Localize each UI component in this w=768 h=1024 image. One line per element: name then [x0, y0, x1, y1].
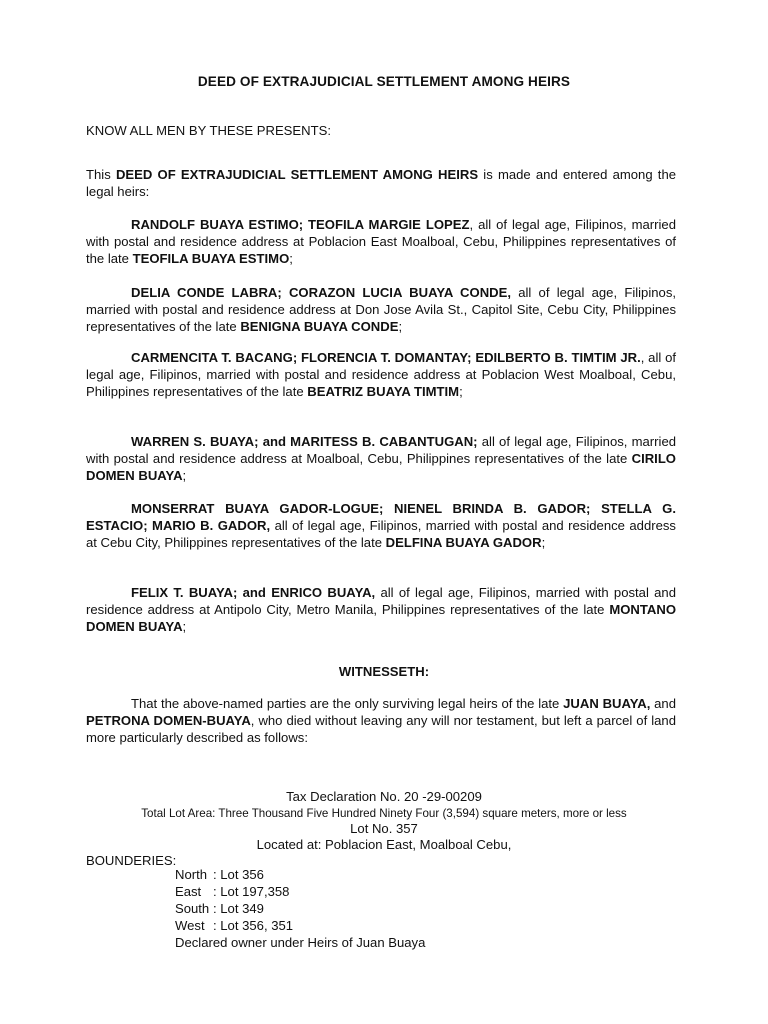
boundary-direction: North	[175, 867, 208, 882]
lot-area-text: Total Lot Area: Three Thousand Five Hundred Ninety Four (3,594) square meters, more or less	[141, 807, 627, 820]
heir-paragraph	[86, 585, 676, 635]
decedent-petrona: PETRONA DOMEN-BUAYA	[86, 712, 251, 728]
boundaries-label: BOUNDERIES:	[86, 853, 177, 868]
boundaries-list	[175, 866, 425, 951]
document-title: DEED OF EXTRAJUDICIAL SETTLEMENT AMONG HEIRS	[197, 74, 571, 89]
boundary-direction: East	[175, 884, 213, 899]
heir-names: RANDOLF BUAYA ESTIMO; TEOFILA MARGIE LOPEZ	[131, 217, 470, 232]
heir-end: ;	[398, 318, 403, 334]
heir-names: FELIX T. BUAYA; and ENRICO BUAYA,	[131, 585, 376, 600]
boundary-direction: South	[175, 901, 210, 916]
boundary-value: : Lot 356, 351	[213, 918, 294, 933]
intro-deed-name: DEED OF EXTRAJUDICIAL SETTLEMENT AMONG HEIRS	[115, 167, 479, 182]
intro-text-1: This	[86, 167, 116, 182]
heir-end: ;	[182, 618, 187, 634]
heir-text: all of legal age, Filipinos, married with postal and residence address at Moalboal, Cebu, Philippines representatives of the late	[86, 434, 677, 466]
heir-end: ;	[289, 250, 293, 266]
heir-paragraph	[86, 350, 676, 400]
decedent-juan: JUAN BUAYA,	[563, 696, 651, 711]
intro-text-2: is made and entered among the legal heirs:	[86, 167, 677, 199]
heir-late-name: BENIGNA BUAYA CONDE	[240, 318, 399, 334]
heir-names: DELIA CONDE LABRA; CORAZON LUCIA BUAYA CONDE,	[131, 285, 511, 300]
heir-late-name: MONTANO DOMEN BUAYA	[86, 601, 676, 634]
boundary-south	[175, 900, 425, 917]
know-all-men-line: KNOW ALL MEN BY THESE PRESENTS:	[86, 123, 331, 138]
heir-names: WARREN S. BUAYA; and MARITESS B. CABANTUGAN;	[131, 434, 478, 449]
heir-paragraph	[86, 217, 676, 267]
heir-text: all of legal age, Filipinos, married with postal and residence address at Don Jose Avila St., Capitol Site, Cebu City, Philippines representatives of the late	[86, 285, 676, 334]
witness-text-1: That the above-named parties are the only surviving legal heirs of the late	[131, 696, 564, 711]
heir-late-name: DELFINA BUAYA GADOR	[385, 534, 542, 550]
boundary-direction: West	[175, 918, 209, 933]
heir-late-name: CIRILO DOMEN BUAYA	[86, 450, 676, 483]
boundary-west	[175, 917, 425, 934]
witness-text-3: , who died without leaving any will nor testament, but left a parcel of land more particularly described as follows:	[86, 712, 676, 745]
boundary-value: : Lot 349	[213, 901, 264, 916]
lot-location: Located at: Poblacion East, Moalboal Cebu,	[256, 837, 512, 852]
boundary-east	[175, 883, 425, 900]
witness-paragraph	[86, 696, 676, 746]
heir-text: all of legal age, Filipinos, married with postal and residence address at Cebu City, Philippines representatives of the late	[86, 517, 676, 550]
heir-names: CARMENCITA T. BACANG; FLORENCIA T. DOMANTAY; EDILBERTO B. TIMTIM JR.	[131, 350, 641, 365]
boundary-north	[175, 866, 425, 883]
heir-text: , all of legal age, Filipinos, married with postal and residence address at Poblacion West Moalboal, Cebu, Philippines representatives of the late	[86, 350, 676, 399]
heir-end: ;	[459, 383, 463, 399]
intro-paragraph	[86, 167, 676, 201]
heir-late-name: TEOFILA BUAYA ESTIMO	[132, 250, 290, 266]
witness-text-2: and	[650, 696, 676, 711]
heir-paragraph	[86, 501, 676, 551]
tax-declaration: Tax Declaration No. 20 -29-00209	[286, 789, 482, 804]
lot-number: Lot No. 357	[350, 821, 418, 836]
boundary-value: : Lot 356	[213, 867, 264, 882]
declared-owner: Declared owner under Heirs of Juan Buaya	[175, 935, 426, 950]
boundary-value: : Lot 197,358	[213, 884, 290, 899]
heir-late-name: BEATRIZ BUAYA TIMTIM	[307, 383, 460, 399]
heir-end: ;	[541, 534, 546, 550]
heir-paragraph	[86, 434, 676, 484]
heir-names: MONSERRAT BUAYA GADOR-LOGUE; NIENEL BRINDA B. GADOR; STELLA G. ESTACIO; MARIO B. GADOR,	[86, 501, 676, 533]
heir-text: all of legal age, Filipinos, married with postal and residence address at Antipolo City, Metro Manila, Philippines representatives of the late	[86, 585, 676, 617]
heir-paragraph	[86, 285, 676, 335]
heir-text: , all of legal age, Filipinos, married with postal and residence address at Poblacion East Moalboal, Cebu, Philippines representatives of the late	[86, 217, 676, 266]
heir-end: ;	[182, 467, 187, 483]
witnesseth-heading: WITNESSETH:	[338, 664, 430, 679]
